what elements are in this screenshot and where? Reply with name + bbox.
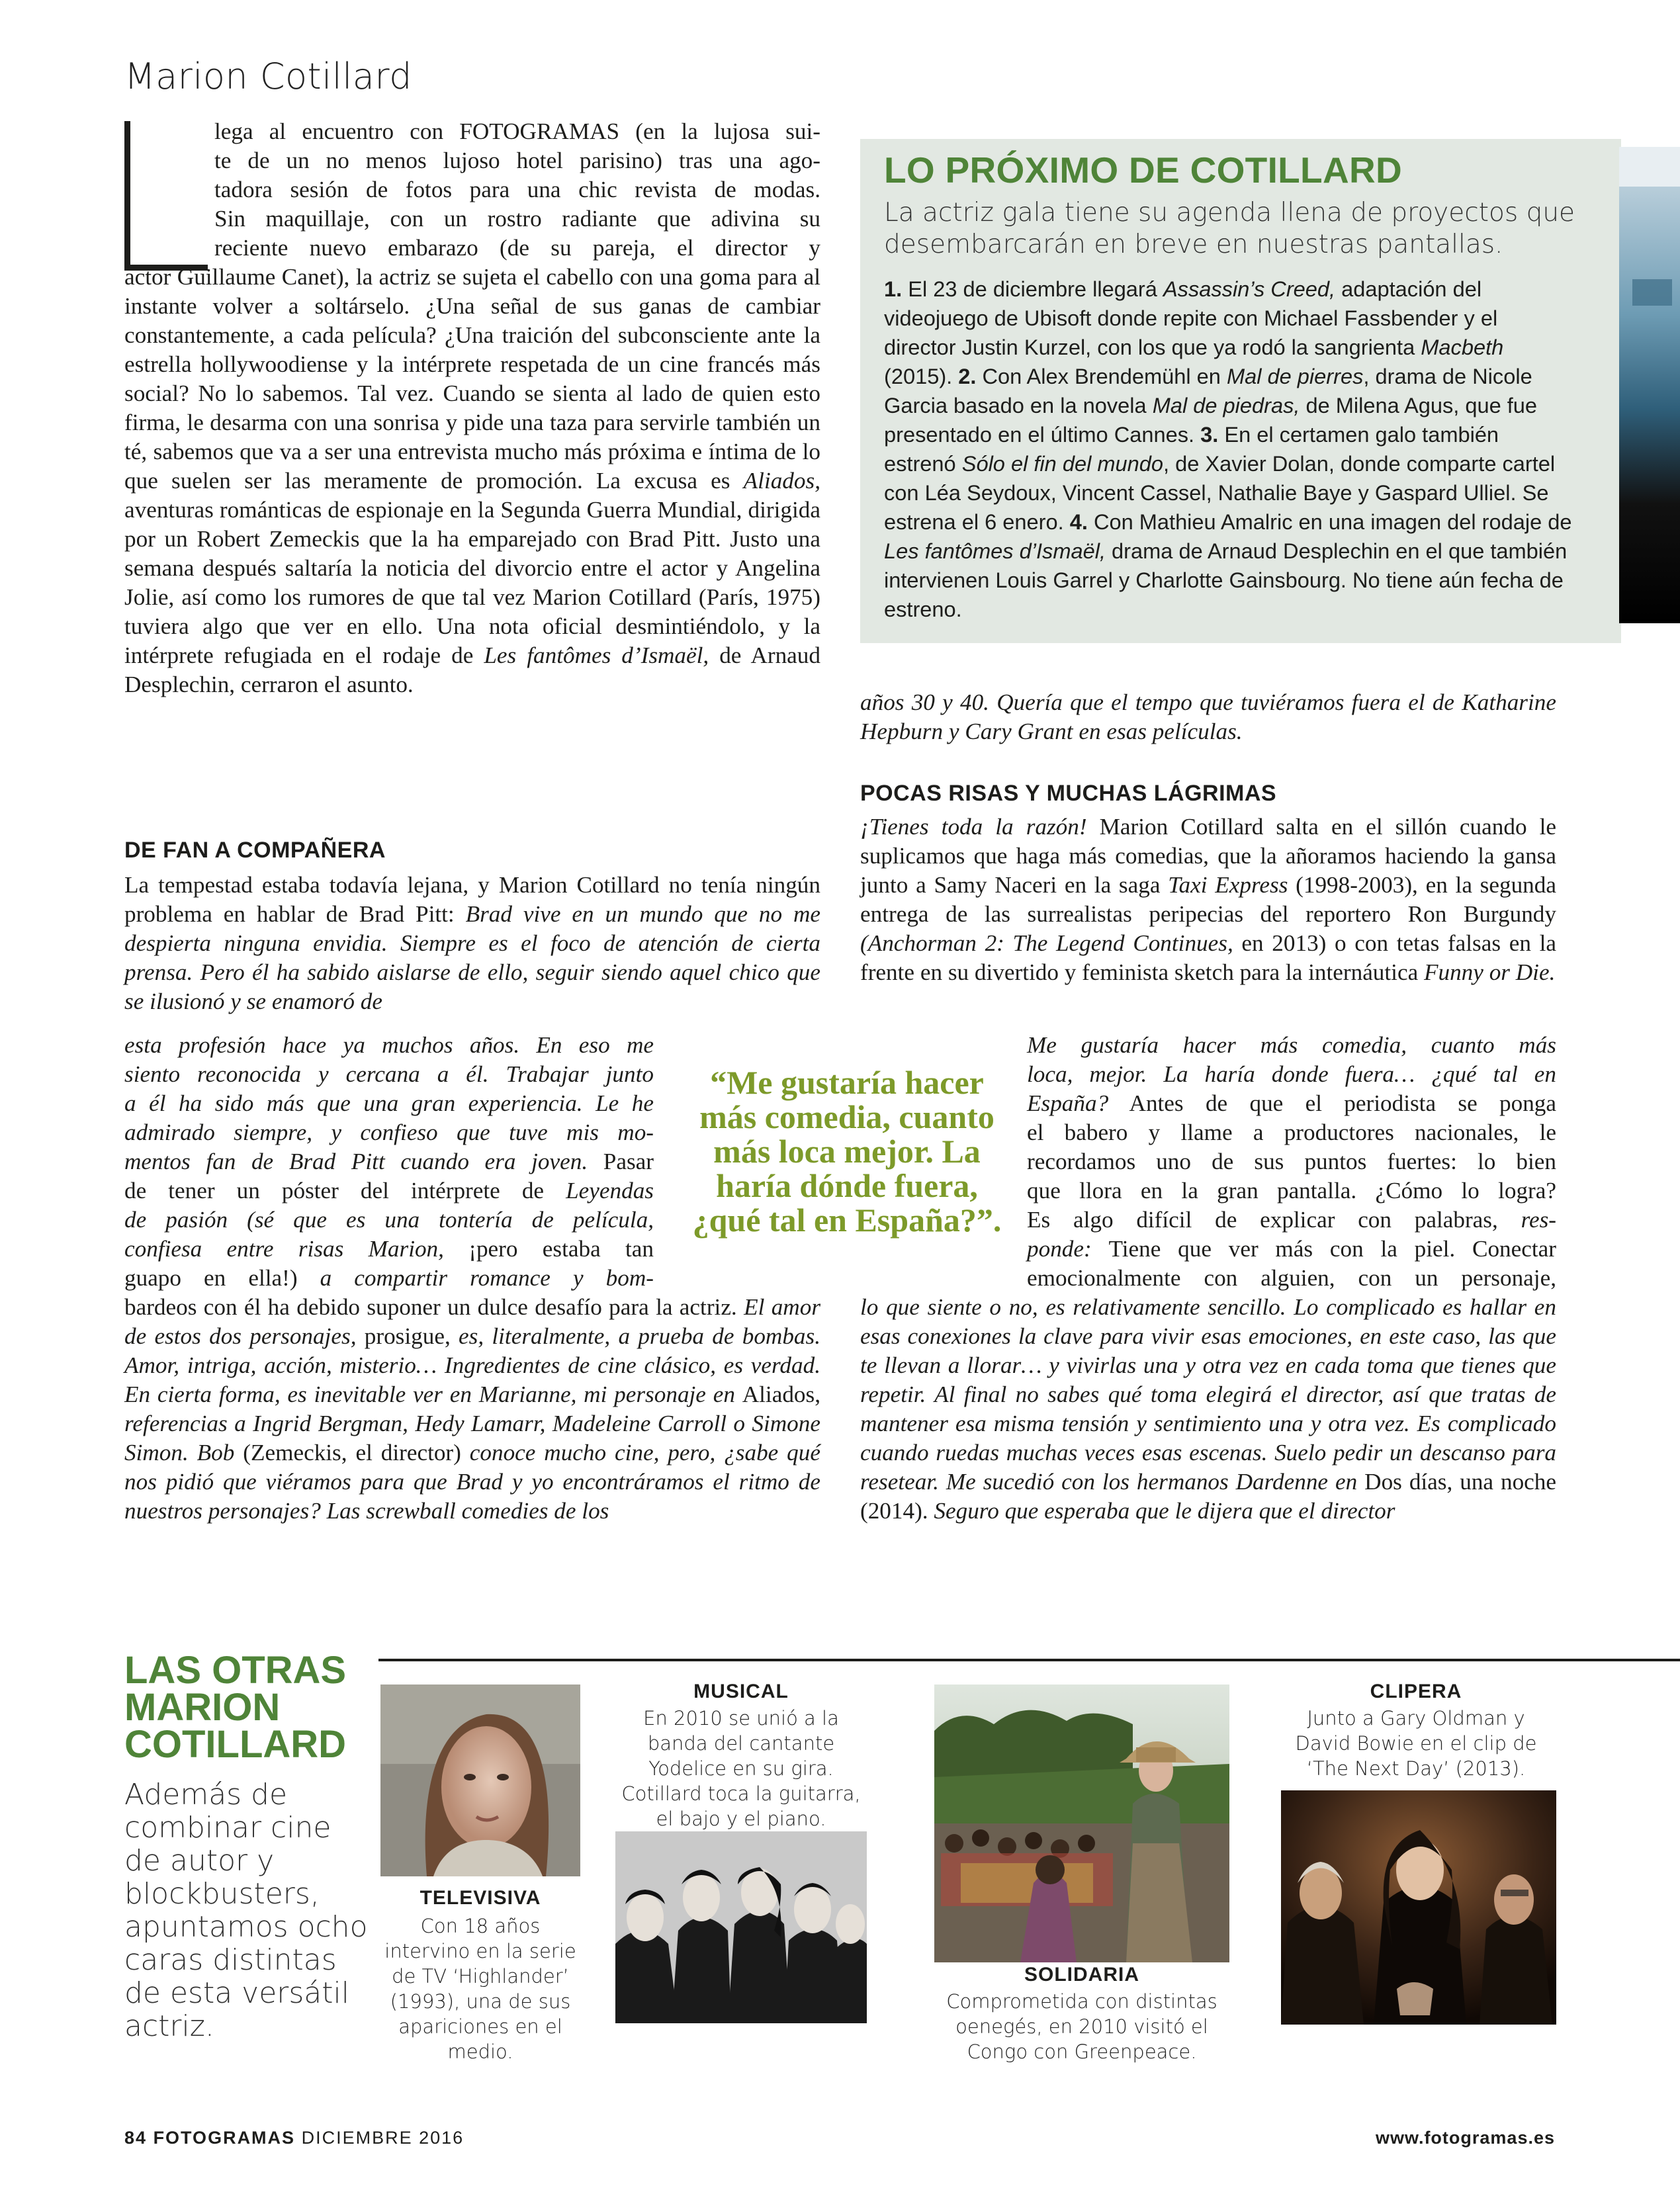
- narrow-line: recordamos uno de sus puntos fuertes: lo bien: [1027, 1149, 1556, 1174]
- narrow-line: confiesa entre risas Marion, ¡pero estaba tan: [124, 1236, 654, 1262]
- sidebar-photo: [1619, 147, 1680, 623]
- narrow-line: que llora en la gran pantalla. ¿Cómo lo logra?: [1027, 1178, 1556, 1203]
- intro-line: te de un no menos lujoso hotel parisino) tras una ago-: [214, 148, 820, 173]
- narrow-line: loca, mejor. La haría donde fuera… ¿qué tal en: [1027, 1061, 1556, 1087]
- intro-text-2: aventuras románticas de espionaje en la Segunda Guerra Mundial, dirigida por un Robert Zemeckis que la ha emparejado con Brad Pitt. Justo una semana después saltaría la noticia del divorcio entre el actor y Angelina Jolie, así como los rumores de que tal vez Marion Cotillard (París, 1975) tuviera algo que ver en ello. Una nota oficial desmintiéndolo, y la intérprete refugiada en el rodaje de: [124, 497, 820, 668]
- footer-left: [124, 2128, 464, 2148]
- pull-quote: “Me gustaría hacer más comedia, cuanto más loca mejor. La haría dónde fuera, ¿qué tal en España?”.: [692, 1064, 1002, 1239]
- section-2-narrow: [1027, 1031, 1556, 1293]
- caption-televisiva: Con 18 años intervino en la serie de TV ‘Highlander’ (1993), una de sus apariciones en el medio.: [384, 1915, 576, 2063]
- right-top-italic: años 30 y 40. Quería que el tempo que tuviéramos fuera el de Katharine Hepburn y Cary Grant en esas películas.: [860, 689, 1556, 744]
- intro-indented-lines: [124, 117, 820, 263]
- narrow-line: guapo en ella!) a compartir romance y bom-: [124, 1265, 654, 1291]
- s1-italic-quote: Brad vive en un mundo que no me despierta ninguna envidia. Siempre es el foco de atención de cierta prensa. Pero él ha sabido aislarse de ello, seguir siendo aquel chico que se ilusionó y se enamoró de: [124, 901, 821, 1014]
- right-top-text: [860, 688, 1556, 746]
- s1-text: La tempestad estaba todavía lejana, y Marion Cotillard no tenía ningún problema en hablar de Brad Pitt:: [124, 872, 820, 927]
- subhead-pocas-risas: POCAS RISAS Y MUCHAS LÁGRIMAS: [860, 781, 1277, 806]
- page-number: 84: [124, 2128, 148, 2148]
- intro-italic-title: Aliados,: [743, 468, 820, 494]
- caption-solidaria: Comprometida con distintas oenegés, en 2010 visitó el Congo con Greenpeace.: [946, 1990, 1217, 2063]
- section-1-start: [124, 871, 820, 1016]
- photo-musical: [615, 1831, 867, 2023]
- narrow-line: siento reconocida y cercana a él. Trabajar junto: [124, 1061, 654, 1087]
- narrow-line: de tener un póster del intérprete de Leyendas: [124, 1178, 654, 1203]
- narrow-line: ponde: Tiene que ver más con la piel. Conectar: [1027, 1236, 1556, 1262]
- caption-head-musical: MUSICAL: [693, 1681, 789, 1702]
- sidebar-text: 1. El 23 de diciembre llegará Assassin’s Creed, adaptación del videojuego de Ubisoft donde repite con Michael Fassbender y el director Justin Kurzel, con los que ya rodó la sangrienta Macbeth (2015). 2. Con Alex Brendemühl en Mal de pierres, drama de Nicole Garcia basado en la novela Mal de piedras, de Milena Agus, que fue presentado en el último Cannes. 3. En el certamen galo también estrenó Sólo el fin del mundo, de Xavier Dolan, donde comparte cartel con Léa Seydoux, Vincent Cassel, Nathalie Baye y Gaspard Ulliel. Se estrena el 6 enero. 4. Con Mathieu Amalric en una imagen del rodaje de Les fantômes d’Ismaël, drama de Arnaud Desplechin en el que también intervienen Louis Garrel y Charlotte Gainsbourg. No tiene aún fecha de estreno.: [884, 277, 1572, 621]
- intro-italic-title-2: Les fantômes d’Ismaël,: [484, 642, 709, 668]
- section-2-start: ¡Tienes toda la razón! Marion Cotillard salta en el sillón cuando le suplicamos que haga más comedias, que la añoramos haciendo la gansa junto a Samy Naceri en la saga Taxi Express (1998-2003), en la segunda entrega de las surrealistas peripecias del reportero Ron Burgundy (Anchorman 2: The Legend Continues, en 2013) o con tetas falsas en la frente en su divertido y feminista sketch para la internáutica Funny or Die.: [860, 814, 1556, 985]
- section-title: Marion Cotillard: [124, 56, 412, 97]
- narrow-line: Me gustaría hacer más comedia, cuanto más: [1027, 1032, 1556, 1058]
- narrow-line: España? Antes de que el periodista se ponga: [1027, 1090, 1556, 1116]
- issue-date: DICIEMBRE 2016: [301, 2128, 464, 2148]
- bottom-divider: [378, 1659, 1680, 1661]
- caption-head-solidaria: SOLIDARIA: [1024, 1964, 1139, 1986]
- footer-url: www.fotogramas.es: [1375, 2128, 1555, 2148]
- caption-clipera: Junto a Gary Oldman y David Bowie en el clip de ‘The Next Day’ (2013).: [1295, 1707, 1537, 1780]
- article-intro: [124, 117, 820, 699]
- narrow-line: el babero y llame a productores nacionales, le: [1027, 1119, 1556, 1145]
- sidebar-title: LO PRÓXIMO DE COTILLARD: [884, 150, 1402, 191]
- intro-line: Sin maquillaje, con un rostro radiante que adivina su: [214, 206, 820, 232]
- sidebar-intro: La actriz gala tiene su agenda llena de proyectos que desembarcarán en breve en nuestras pantallas.: [884, 198, 1575, 259]
- photo-solidaria: [934, 1685, 1229, 1962]
- subhead-de-fan: DE FAN A COMPAÑERA: [124, 838, 386, 863]
- intro-line: tadora sesión de fotos para una chic revista de modas.: [214, 177, 820, 202]
- narrow-line: esta profesión hace ya muchos años. En eso me: [124, 1032, 654, 1058]
- intro-line: reciente nuevo embarazo (de su pareja, el director y: [214, 235, 820, 261]
- others-title: LAS OTRAS MARION COTILLARD: [124, 1649, 347, 1766]
- narrow-line: emocionalmente con alguien, con un personaje,: [1027, 1265, 1556, 1291]
- caption-head-clipera: CLIPERA: [1370, 1681, 1462, 1702]
- narrow-line: de pasión (sé que es una tontería de película,: [124, 1207, 654, 1233]
- narrow-line: mentos fan de Brad Pitt cuando era joven. Pasar: [124, 1149, 654, 1174]
- caption-head-televisiva: TELEVISIVA: [420, 1887, 541, 1909]
- narrow-line: Es algo difícil de explicar con palabras, res-: [1027, 1207, 1556, 1233]
- narrow-line: a él ha sido más que una gran experiencia. Le he: [124, 1090, 654, 1116]
- intro-text: actor Guillaume Canet), la actriz se sujeta el cabello con una goma para al instante volver a soltárselo. ¿Una señal de sus ganas de cambiar constantemente, a cada película? ¿Una traición del subconsciente ante la estrella hollywoodiense y la intérprete respetada de un cine francés más social? No lo sabemos. Tal vez. Cuando se sienta al lado de quien esto firma, le desarma con una sonrisa y pide una taza para servirle también un té, sabemos que va a ser una entrevista mucho más próxima e íntima de lo que suelen ser las meramente de promoción. La excusa es: [124, 264, 820, 494]
- others-intro: Además de combinar cine de autor y blockbusters, apuntamos ocho caras distintas de esta versátil actriz.: [124, 1778, 368, 2043]
- section-1-narrow: [124, 1031, 654, 1293]
- caption-musical: En 2010 se unió a la banda del cantante Yodelice en su gira. Cotillard toca la guitarra, el bajo y el piano.: [621, 1707, 861, 1830]
- photo-televisiva: [380, 1685, 580, 1876]
- magazine-name: FOTOGRAMAS: [153, 2128, 296, 2148]
- intro-text-3: de Arnaud Desplechin, cerraron el asunto.: [124, 642, 820, 697]
- section-2-end: lo que siente o no, es relativamente sencillo. Lo complicado es hallar en esas conexiones la clave para vivir esas emociones, en este caso, las que te llevan a llorar… y vivirlas una y otra vez en cada toma que tienes que repetir. Al final no sabes qué toma elegirá el director, así que tratas de mantener esa misma tensión y sentimiento una y otra vez. Es complicado cuando ruedas muchas veces esas escenas. Suelo pedir un descanso para resetear. Me sucedió con los hermanos Dardenne en Dos días, una noche (2014). Seguro que esperaba que le dijera que el director: [860, 1294, 1557, 1524]
- intro-line: lega al encuentro con FOTOGRAMAS (en la lujosa sui-: [214, 118, 820, 144]
- photo-clipera: [1281, 1790, 1556, 2025]
- narrow-line: admirado siempre, y confieso que tuve mis mo-: [124, 1119, 654, 1145]
- section-1-end: bardeos con él ha debido suponer un dulce desafío para la actriz. El amor de estos dos personajes, prosigue, es, literalmente, a prueba de bombas. Amor, intriga, acción, misterio… Ingredientes de cine clásico, es verdad. En cierta forma, es inevitable ver en Marianne, mi personaje en Aliados, referencias a Ingrid Bergman, Hedy Lamarr, Madeleine Carroll o Simone Simon. Bob (Zemeckis, el director) conoce mucho cine, pero, ¿sabe qué nos pidió que viéramos para que Brad y yo encontráramos el ritmo de nuestros personajes? Las screwball comedies de los: [124, 1294, 821, 1524]
